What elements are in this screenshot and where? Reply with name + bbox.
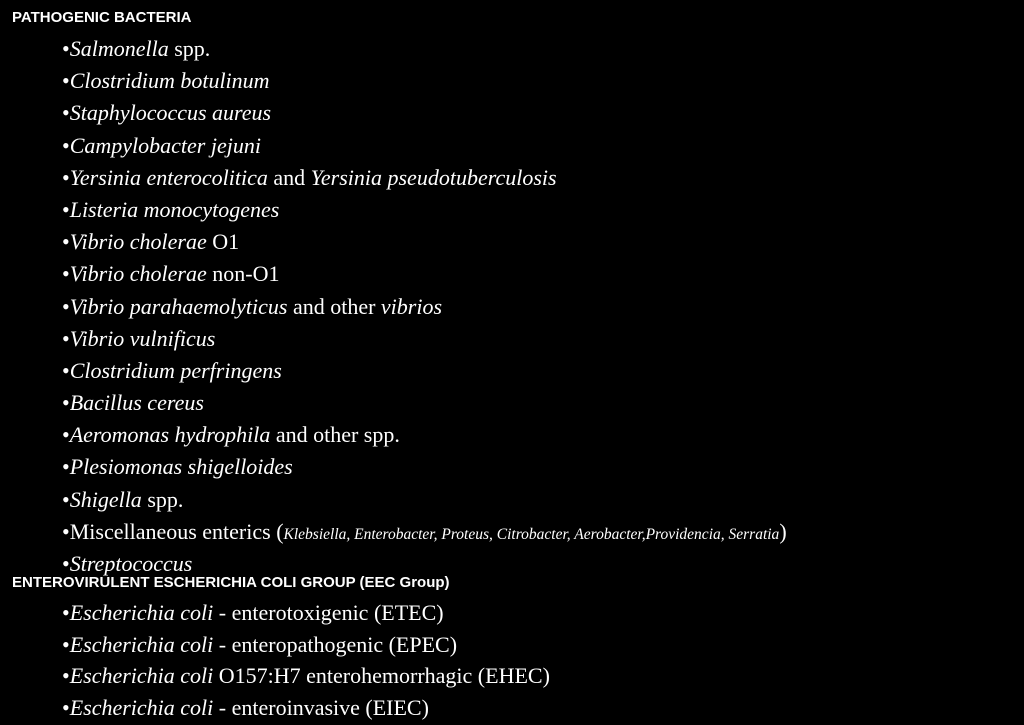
list-item xyxy=(62,194,787,226)
list-item xyxy=(62,484,787,516)
list-item xyxy=(62,355,787,387)
organism-name: Vibrio vulnificus xyxy=(69,325,216,351)
list-item xyxy=(62,162,787,194)
item-text: Miscellaneous enterics ( xyxy=(69,518,284,544)
item-text: ) xyxy=(779,518,787,544)
item-text: and other xyxy=(287,293,381,319)
organism-name: Yersinia enterocolitica xyxy=(69,164,268,190)
list-item xyxy=(62,291,787,323)
list-item xyxy=(62,97,787,129)
organism-name: Escherichia coli xyxy=(69,663,214,688)
organism-name: Salmonella xyxy=(69,36,169,61)
bullet: • xyxy=(62,68,70,94)
bullet: • xyxy=(62,631,70,657)
organism-name: Bacillus cereus xyxy=(69,390,204,416)
list-item xyxy=(62,33,787,65)
organism-name: Escherichia coli xyxy=(69,694,214,720)
bullet: • xyxy=(62,325,70,351)
item-text: spp. xyxy=(141,486,184,512)
genus-list: Klebsiella, Enterobacter, Proteus, Citrobacter, Aerobacter,Providencia, Serratia xyxy=(283,525,780,543)
organism-name: Escherichia coli xyxy=(69,631,214,657)
eec-group-list xyxy=(62,597,550,723)
item-text: spp. xyxy=(168,36,211,61)
item-text: O157:H7 enterohemorrhagic (EHEC) xyxy=(213,663,550,688)
section-heading-pathogenic-bacteria: PATHOGENIC BACTERIA xyxy=(12,9,192,26)
list-item xyxy=(62,597,550,629)
bullet: • xyxy=(62,229,70,255)
item-text: and other spp. xyxy=(270,422,400,448)
list-item xyxy=(62,323,787,355)
organism-name: Clostridium botulinum xyxy=(69,68,270,94)
organism-name: Plesiomonas shigelloides xyxy=(69,454,293,480)
organism-name: Vibrio parahaemolyticus xyxy=(69,293,288,319)
bullet: • xyxy=(62,196,70,222)
organism-name: Aeromonas hydrophila xyxy=(69,422,271,448)
organism-name: Vibrio cholerae xyxy=(69,229,207,255)
bullet: • xyxy=(62,100,70,126)
bullet: • xyxy=(62,293,70,319)
organism-name: Campylobacter jejuni xyxy=(69,132,261,158)
bullet: • xyxy=(62,600,70,625)
item-text: - enteroinvasive (EIEC) xyxy=(213,694,429,720)
item-text: - enteropathogenic (EPEC) xyxy=(213,631,458,657)
bullet: • xyxy=(62,518,70,544)
bullet: • xyxy=(62,694,70,720)
bullet: • xyxy=(62,390,70,416)
list-item xyxy=(62,660,550,692)
list-item xyxy=(62,258,787,290)
bullet: • xyxy=(62,261,70,287)
list-item xyxy=(62,629,550,661)
item-text: O1 xyxy=(206,229,240,255)
list-item xyxy=(62,130,787,162)
organism-name: Escherichia coli xyxy=(69,600,214,625)
list-item xyxy=(62,226,787,258)
bullet: • xyxy=(62,357,70,383)
bullet: • xyxy=(62,454,70,480)
organism-name: Streptococcus xyxy=(69,551,193,576)
organism-name: Vibrio cholerae xyxy=(69,261,207,287)
list-item xyxy=(62,516,787,548)
list-item xyxy=(62,65,787,97)
bullet: • xyxy=(62,36,70,61)
item-text: - enterotoxigenic (ETEC) xyxy=(213,600,444,625)
organism-name: Shigella xyxy=(69,486,142,512)
organism-name: Listeria monocytogenes xyxy=(69,196,280,222)
pathogenic-bacteria-list xyxy=(62,33,787,580)
list-item xyxy=(62,419,787,451)
bullet: • xyxy=(62,663,70,688)
organism-name: vibrios xyxy=(380,293,443,319)
organism-name: Yersinia pseudotuberculosis xyxy=(310,164,557,190)
bullet: • xyxy=(62,422,70,448)
list-item xyxy=(62,387,787,419)
section-heading-eec-group: ENTEROVIRULENT ESCHERICHIA COLI GROUP (EEC Group) xyxy=(12,574,450,591)
bullet: • xyxy=(62,486,70,512)
item-text: and xyxy=(267,164,311,190)
bullet: • xyxy=(62,164,70,190)
item-text: non-O1 xyxy=(206,261,280,287)
organism-name: Clostridium perfringens xyxy=(69,357,282,383)
list-item xyxy=(62,692,550,724)
organism-name: Staphylococcus aureus xyxy=(69,100,272,126)
bullet: • xyxy=(62,132,70,158)
bullet: • xyxy=(62,551,70,576)
list-item xyxy=(62,451,787,483)
